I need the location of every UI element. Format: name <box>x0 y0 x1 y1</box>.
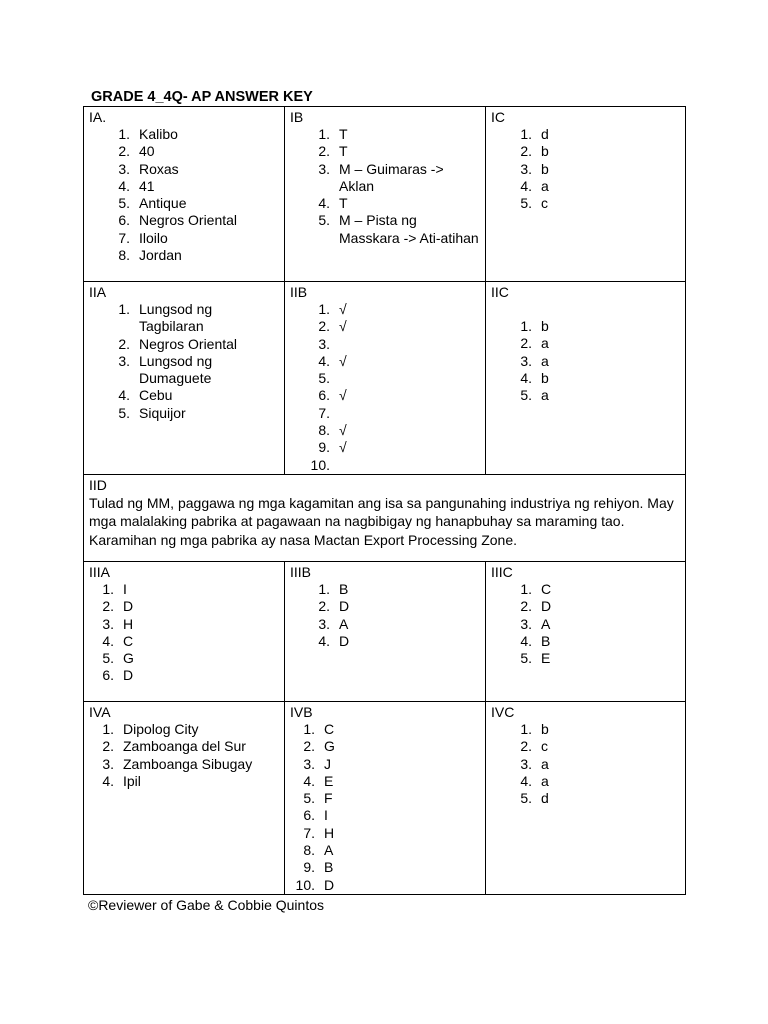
item-answer: √ <box>339 352 347 369</box>
item-number: 5. <box>303 790 315 807</box>
item-number: 5. <box>118 195 130 212</box>
item-number: 4. <box>118 387 130 404</box>
answer-list <box>491 126 680 212</box>
item-number: 2. <box>520 738 532 755</box>
item-number: 4. <box>102 772 114 789</box>
item-number: 6. <box>318 387 330 404</box>
spacer <box>491 301 680 318</box>
answer-list <box>89 581 279 685</box>
answer-key-table <box>83 106 686 895</box>
item-number: 1. <box>102 580 114 597</box>
answer-item <box>310 195 480 212</box>
item-answer: F <box>324 790 333 807</box>
answer-item <box>310 212 480 247</box>
answer-item <box>310 370 480 387</box>
answer-item <box>310 422 480 439</box>
cell-IVC <box>486 701 686 894</box>
item-answer: B <box>339 580 349 597</box>
item-number: 5. <box>102 650 114 667</box>
answer-item <box>295 790 480 807</box>
section-label: IID <box>89 476 107 493</box>
item-answer: b <box>541 720 549 737</box>
item-number: 3. <box>318 335 330 352</box>
item-answer: B <box>541 632 551 649</box>
item-answer: Dipolog City <box>123 720 199 737</box>
item-number: 4. <box>318 632 330 649</box>
section-label: IIC <box>491 284 509 300</box>
item-answer: T <box>339 195 348 212</box>
item-answer: M – Guimaras -> Aklan <box>339 160 444 194</box>
item-number: 2. <box>318 143 330 160</box>
item-answer: A <box>324 842 334 859</box>
item-number: 1. <box>520 720 532 737</box>
answer-item <box>512 126 680 143</box>
answer-list <box>491 318 680 404</box>
item-answer: D <box>123 598 134 615</box>
item-number: 2. <box>303 738 315 755</box>
answer-item <box>310 598 480 615</box>
cell-IB <box>285 107 486 282</box>
item-answer: M – Pista ng Masskara -> Ati-atihan <box>339 212 479 246</box>
item-number: 9. <box>303 859 315 876</box>
item-answer: a <box>541 387 549 404</box>
item-number: 5. <box>318 212 330 229</box>
item-number: 5. <box>318 370 330 387</box>
item-answer: G <box>324 738 335 755</box>
answer-item <box>512 616 680 633</box>
answer-item <box>110 247 279 264</box>
item-answer <box>330 405 480 422</box>
answer-item <box>310 143 480 160</box>
answer-item <box>512 143 680 160</box>
item-number: 7. <box>118 229 130 246</box>
item-number: 10. <box>310 456 330 473</box>
answer-item <box>94 581 279 598</box>
section-label: IVB <box>290 703 313 720</box>
item-answer: a <box>541 772 549 789</box>
item-number: 4. <box>118 177 130 194</box>
answer-item <box>512 370 680 387</box>
answer-item <box>512 161 680 178</box>
item-number: 8. <box>318 422 330 439</box>
item-number: 1. <box>102 720 114 737</box>
answer-item <box>295 807 480 824</box>
cell-IIIB <box>285 561 486 701</box>
section-label: IIIA <box>89 563 111 580</box>
item-number: 5. <box>520 195 532 212</box>
item-number: 4. <box>303 772 315 789</box>
section-row-4 <box>84 561 686 701</box>
answer-item <box>94 667 279 684</box>
document-title: GRADE 4_4Q- AP ANSWER KEY <box>91 89 313 105</box>
answer-list <box>89 126 279 264</box>
section-row-2 <box>84 282 686 475</box>
cell-IC <box>486 107 686 282</box>
answer-list <box>491 581 680 667</box>
item-answer: d <box>541 126 549 142</box>
answer-item <box>295 859 480 876</box>
section-label: IIA <box>89 284 107 300</box>
answer-item <box>110 161 279 178</box>
answer-item <box>94 650 279 667</box>
answer-item <box>110 405 279 422</box>
section-row-1 <box>84 107 686 282</box>
item-number: 4. <box>520 177 532 194</box>
item-answer: A <box>541 615 551 632</box>
item-number: 4. <box>318 352 330 369</box>
item-answer: I <box>123 580 127 597</box>
section-label: IA. <box>89 109 107 125</box>
cell-IVB <box>285 701 486 894</box>
item-number: 2. <box>118 143 130 160</box>
answer-list <box>290 581 480 650</box>
item-number: 3. <box>520 352 532 369</box>
answer-item <box>310 353 480 370</box>
item-number: 1. <box>318 126 330 142</box>
item-answer: Lungsod ng Tagbilaran <box>139 301 213 335</box>
answer-item <box>310 387 480 404</box>
answer-item <box>310 301 480 318</box>
answer-item <box>295 756 480 773</box>
cell-IIA <box>84 282 285 475</box>
item-answer: a <box>541 335 549 352</box>
item-number: 3. <box>118 352 130 369</box>
answer-item <box>295 825 480 842</box>
item-number: 3. <box>520 615 532 632</box>
item-number: 2. <box>318 598 330 615</box>
answer-item <box>310 405 480 422</box>
section-label: IIIB <box>290 563 312 580</box>
item-number: 1. <box>520 318 532 334</box>
item-answer: D <box>339 598 350 615</box>
item-number: 4. <box>318 195 330 212</box>
item-number: 3. <box>102 615 114 632</box>
answer-item <box>295 842 480 859</box>
item-number: 5. <box>520 387 532 404</box>
item-number: 1. <box>118 126 130 142</box>
item-answer: H <box>324 824 335 841</box>
answer-item <box>512 581 680 598</box>
answer-list <box>89 721 279 790</box>
item-answer: T <box>339 126 348 142</box>
item-answer: √ <box>339 387 347 404</box>
section-row-3 <box>84 474 686 561</box>
answer-list <box>491 721 680 807</box>
answer-item <box>295 773 480 790</box>
answer-item <box>94 738 279 755</box>
item-answer: Zamboanga Sibugay <box>123 755 253 772</box>
item-answer: Negros Oriental <box>139 212 238 229</box>
item-answer: Roxas <box>139 160 179 177</box>
answer-item <box>512 195 680 212</box>
item-answer: J <box>324 755 331 772</box>
section-label: IC <box>491 109 505 125</box>
item-number: 3. <box>303 755 315 772</box>
answer-item <box>110 195 279 212</box>
answer-item <box>512 790 680 807</box>
item-answer: a <box>541 755 549 772</box>
item-answer: √ <box>339 301 347 317</box>
answer-list <box>290 301 480 474</box>
section-label: IVA <box>89 703 111 720</box>
section-label: IIB <box>290 284 308 300</box>
item-answer: H <box>123 615 134 632</box>
item-answer: Iloilo <box>139 229 168 246</box>
item-number: 1. <box>520 126 532 142</box>
answer-item <box>310 581 480 598</box>
answer-item <box>94 598 279 615</box>
item-number: 4. <box>520 369 532 386</box>
answer-item <box>110 178 279 195</box>
item-answer: E <box>541 650 551 667</box>
cell-IID <box>84 474 686 561</box>
item-answer: √ <box>339 318 347 335</box>
item-number: 6. <box>118 212 130 229</box>
cell-IIB <box>285 282 486 475</box>
item-number: 3. <box>520 755 532 772</box>
answer-item <box>512 598 680 615</box>
item-answer <box>330 457 480 474</box>
item-answer: C <box>123 632 134 649</box>
answer-item <box>310 126 480 143</box>
answer-item <box>512 721 680 738</box>
answer-item <box>310 336 480 353</box>
item-number: 3. <box>102 755 114 772</box>
answer-item <box>94 756 279 773</box>
answer-item <box>310 633 480 650</box>
answer-item <box>310 616 480 633</box>
answer-list <box>89 301 279 422</box>
answer-item <box>295 721 480 738</box>
item-answer: 41 <box>139 177 155 194</box>
answer-item <box>110 387 279 404</box>
item-answer: b <box>541 160 549 177</box>
section-label: IVC <box>491 703 515 720</box>
item-answer: c <box>541 195 548 212</box>
copyright-footer: ©Reviewer of Gabe & Cobbie Quintos <box>88 897 324 913</box>
answer-item <box>512 353 680 370</box>
item-number: 3. <box>318 160 330 177</box>
answer-item <box>512 335 680 352</box>
item-number: 7. <box>318 404 330 421</box>
answer-item <box>295 877 480 894</box>
item-number: 1. <box>318 301 330 317</box>
cell-IIIC <box>486 561 686 701</box>
item-number: 6. <box>303 807 315 824</box>
item-answer: b <box>541 318 549 334</box>
cell-IVA <box>84 701 285 894</box>
item-answer: C <box>324 720 335 737</box>
item-answer: Cebu <box>139 387 173 404</box>
item-answer: 40 <box>139 143 155 160</box>
answer-item <box>94 616 279 633</box>
item-number: 1. <box>303 720 315 737</box>
item-answer <box>330 336 480 353</box>
item-number: 7. <box>303 824 315 841</box>
item-answer: Siquijor <box>139 404 186 421</box>
item-answer: A <box>339 615 349 632</box>
item-number: 4. <box>520 772 532 789</box>
item-number: 9. <box>318 439 330 456</box>
answer-item <box>94 633 279 650</box>
item-answer: Jordan <box>139 247 182 264</box>
answer-item <box>94 773 279 790</box>
item-number: 8. <box>118 247 130 264</box>
answer-item <box>110 212 279 229</box>
item-number: 4. <box>102 632 114 649</box>
item-answer: C <box>541 580 552 597</box>
item-answer: b <box>541 369 549 386</box>
item-number: 5. <box>118 404 130 421</box>
answer-item <box>512 387 680 404</box>
answer-item <box>512 738 680 755</box>
answer-item <box>512 178 680 195</box>
item-answer: Zamboanga del Sur <box>123 738 246 755</box>
answer-item <box>310 457 480 474</box>
item-answer: c <box>541 738 548 755</box>
answer-item <box>94 721 279 738</box>
answer-item <box>110 353 279 388</box>
item-answer: E <box>324 772 334 789</box>
answer-item <box>310 439 480 456</box>
item-number: 3. <box>118 160 130 177</box>
answer-item <box>110 126 279 143</box>
item-number: 5. <box>520 790 532 807</box>
item-answer: Lungsod ng Dumaguete <box>139 352 213 387</box>
section-label: IIIC <box>491 563 513 580</box>
answer-item <box>310 161 480 196</box>
answer-item <box>512 773 680 790</box>
item-answer: D <box>123 667 134 684</box>
item-number: 6. <box>102 667 114 684</box>
item-answer: D <box>541 598 552 615</box>
answer-list <box>290 721 480 894</box>
item-number: 2. <box>318 318 330 335</box>
item-answer: Antique <box>139 195 187 212</box>
item-number: 3. <box>520 160 532 177</box>
item-answer: I <box>324 807 328 824</box>
answer-item <box>110 230 279 247</box>
answer-item <box>110 336 279 353</box>
cell-IA <box>84 107 285 282</box>
section-label: IB <box>290 109 304 125</box>
item-number: 2. <box>520 598 532 615</box>
item-number: 1. <box>318 580 330 597</box>
item-answer <box>330 370 480 387</box>
item-answer: G <box>123 650 134 667</box>
essay-answer: Tulad ng MM, paggawa ng mga kagamitan ang isa sa pangunahing industriya ng rehiyon. May mga malalaking pabrika at pagawaan na nagbibigay ng hanapbuhay sa maraming tao. Karamihan ng mga pabrika ay nasa Mactan Export Processing Zone. <box>89 494 674 548</box>
item-number: 5. <box>520 650 532 667</box>
item-number: 8. <box>303 842 315 859</box>
item-answer: a <box>541 352 549 369</box>
section-row-5 <box>84 701 686 894</box>
item-number: 2. <box>102 598 114 615</box>
item-number: 1. <box>118 301 130 317</box>
answer-item <box>512 633 680 650</box>
item-number: 1. <box>520 580 532 597</box>
answer-item <box>512 756 680 773</box>
item-answer: D <box>324 876 335 893</box>
item-answer: a <box>541 177 549 194</box>
item-answer: Negros Oriental <box>139 335 238 352</box>
cell-IIIA <box>84 561 285 701</box>
item-answer: D <box>339 632 350 649</box>
cell-IIC <box>486 282 686 475</box>
answer-item <box>110 143 279 160</box>
item-answer: √ <box>339 439 347 456</box>
item-number: 2. <box>102 738 114 755</box>
answer-list <box>290 126 480 247</box>
item-answer: b <box>541 143 549 160</box>
item-number: 4. <box>520 632 532 649</box>
item-number: 2. <box>520 143 532 160</box>
item-number: 2. <box>520 335 532 352</box>
item-number: 3. <box>318 615 330 632</box>
item-answer: Ipil <box>123 772 141 789</box>
item-answer: B <box>324 859 334 876</box>
answer-item <box>512 650 680 667</box>
item-answer: T <box>339 143 348 160</box>
item-answer: d <box>541 790 549 807</box>
item-number: 10. <box>295 876 315 893</box>
item-answer: √ <box>339 422 347 439</box>
answer-item <box>310 318 480 335</box>
answer-item <box>110 301 279 336</box>
item-answer: Kalibo <box>139 126 178 142</box>
item-number: 2. <box>118 335 130 352</box>
answer-item <box>295 738 480 755</box>
answer-item <box>512 318 680 335</box>
